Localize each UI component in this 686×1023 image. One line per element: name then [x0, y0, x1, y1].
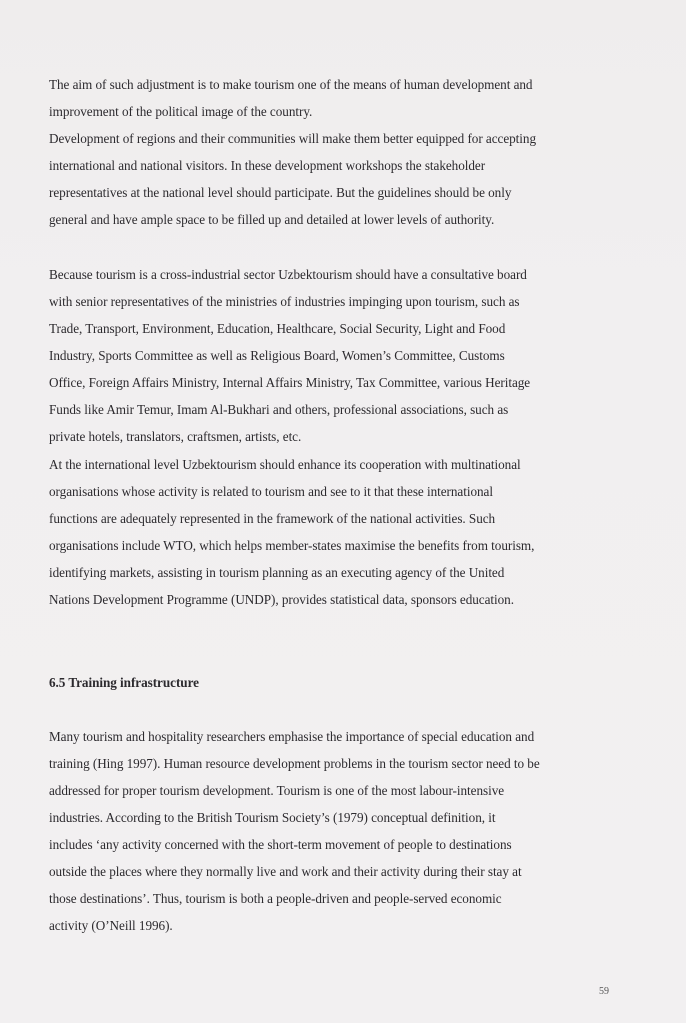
- text-line: Development of regions and their communities will make them better equipped for accepting: [49, 131, 536, 146]
- text-line: improvement of the political image of the country.: [49, 104, 313, 119]
- text-line: Nations Development Programme (UNDP), provides statistical data, sponsors education.: [49, 592, 514, 607]
- page-number: 59: [599, 986, 609, 997]
- text-line: Office, Foreign Affairs Ministry, Internal Affairs Ministry, Tax Committee, various Heritage: [49, 375, 531, 390]
- text-line: functions are adequately represented in the framework of the national activities. Such: [49, 511, 496, 526]
- text-line: Many tourism and hospitality researchers emphasise the importance of special education and: [49, 729, 535, 744]
- text-line: identifying markets, assisting in tourism planning as an executing agency of the United: [49, 565, 505, 580]
- text-line: Because tourism is a cross-industrial sector Uzbektourism should have a consultative board: [49, 267, 527, 282]
- text-line: organisations include WTO, which helps member-states maximise the benefits from tourism,: [49, 538, 535, 553]
- text-line: those destinations’. Thus, tourism is both a people-driven and people-served economic: [49, 891, 502, 906]
- text-line: outside the places where they normally live and work and their activity during their stay at: [49, 864, 522, 879]
- text-line: with senior representatives of the ministries of industries impinging upon tourism, such as: [49, 294, 520, 309]
- text-line: Trade, Transport, Environment, Education, Healthcare, Social Security, Light and Food: [49, 321, 506, 336]
- text-line: At the international level Uzbektourism should enhance its cooperation with multinational: [49, 457, 521, 472]
- text-line: representatives at the national level should participate. But the guidelines should be only: [49, 185, 512, 200]
- text-line: industries. According to the British Tourism Society’s (1979) conceptual definition, it: [49, 810, 496, 825]
- text-line: The aim of such adjustment is to make tourism one of the means of human development and: [49, 77, 533, 92]
- text-line: private hotels, translators, craftsmen, artists, etc.: [49, 429, 302, 444]
- section-heading: 6.5 Training infrastructure: [49, 675, 199, 690]
- text-line: international and national visitors. In these development workshops the stakeholder: [49, 158, 486, 173]
- text-line: includes ‘any activity concerned with the short-term movement of people to destinations: [49, 837, 512, 852]
- text-line: Industry, Sports Committee as well as Religious Board, Women’s Committee, Customs: [49, 348, 505, 363]
- text-line: general and have ample space to be filled up and detailed at lower levels of authority.: [49, 212, 495, 227]
- text-line: organisations whose activity is related to tourism and see to it that these international: [49, 484, 493, 499]
- text-line: Funds like Amir Temur, Imam Al-Bukhari and others, professional associations, such as: [49, 402, 509, 417]
- text-line: training (Hing 1997). Human resource development problems in the tourism sector need to be: [49, 756, 540, 771]
- text-line: addressed for proper tourism development. Tourism is one of the most labour-intensive: [49, 783, 505, 798]
- text-line: activity (O’Neill 1996).: [49, 918, 173, 933]
